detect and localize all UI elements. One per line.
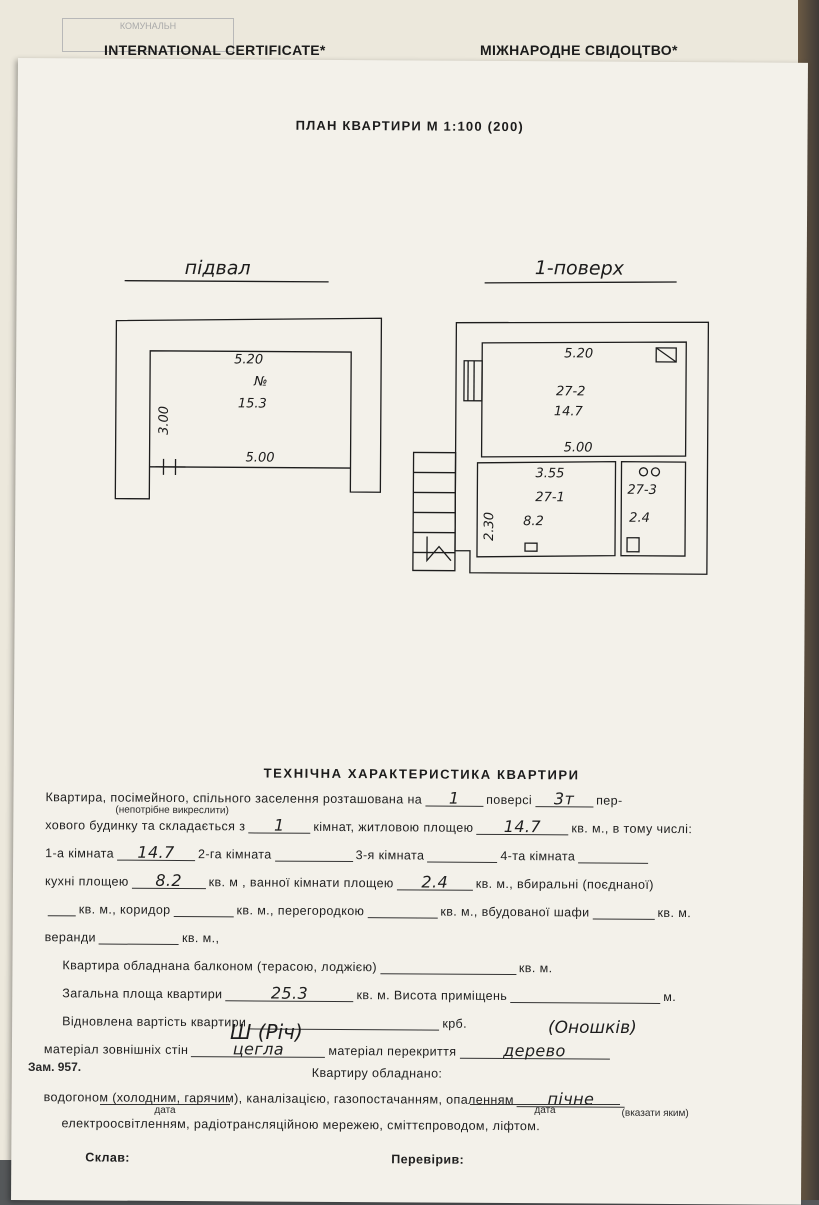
header-mizhnarodne-svidotstvo: МІЖНАРОДНЕ СВІДОЦТВО* (480, 42, 678, 58)
first-floor-label: 1-поверх (535, 257, 624, 280)
room1-area-value: 14.7 (117, 845, 195, 861)
basement-room-area: 15.3 (238, 396, 267, 411)
room1-no: 27-2 (556, 384, 586, 399)
line-4: кухні площею 8.2 кв. м , ванної кімнати площею 2.4 кв. м., вбиральні (поєднаної) (45, 872, 654, 892)
floor-label-underline (485, 281, 677, 284)
floor-dim-side: 2.30 (482, 512, 497, 541)
line-11: Квартиру обладнано: (312, 1066, 443, 1081)
kitchen-dim-top: 3.55 (535, 466, 564, 481)
apartment-plan-sheet (11, 58, 808, 1205)
compiled-label: Склав: (85, 1150, 130, 1164)
basement-dim-bottom: 5.00 (246, 450, 275, 465)
heating-value: пічне (517, 1091, 625, 1108)
kitchen-no: 27-1 (535, 490, 565, 505)
total-area-value: 25.3 (225, 985, 353, 1002)
bath-area: 2.4 (629, 511, 650, 526)
note-strike: (непотрібне викреслити) (115, 805, 229, 817)
basement-label-underline (125, 281, 329, 282)
basement-room-no: № (253, 374, 268, 389)
room1-area: 14.7 (554, 404, 584, 419)
floor-dim-top: 5.20 (564, 346, 593, 361)
rooms-value: 1 (248, 817, 310, 833)
line-6: веранди кв. м., (45, 928, 220, 945)
ceiling-material-value: дерево (459, 1043, 609, 1060)
compiled-signature: Ш (Річ) (230, 1020, 303, 1044)
line-8: Загальна площа квартири 25.3 кв. м. Висота приміщень м. (62, 984, 676, 1004)
living-area-value: 14.7 (476, 819, 568, 836)
line-10: матеріал зовнішніх стін цегла матеріал перекриття дерево (44, 1040, 613, 1059)
bath-area-value: 2.4 (397, 874, 473, 890)
door-frame (464, 361, 482, 401)
floor-value: 1 (425, 791, 483, 807)
line-5: кв. м., коридор кв. м., перегородкою кв. м., вбудованої шафи кв. м. (45, 900, 691, 920)
stamp-text: КОМУНАЛЬН (120, 21, 176, 31)
basement-dim-side: 3.00 (157, 406, 172, 435)
checked-label: Перевірив: (391, 1152, 464, 1166)
order-number: Зам. 957. (28, 1060, 81, 1074)
line-3: 1-а кімната 14.7 2-га кімната 3-я кімната 4-та кімната (45, 844, 651, 864)
line-7: Квартира обладнана балконом (терасою, лоджією) кв. м. (62, 956, 552, 975)
date-label-2: дата (470, 1104, 620, 1116)
note-heating: (вказати яким) (622, 1108, 689, 1119)
kitchen-area-value: 8.2 (132, 873, 206, 889)
checked-signature: (Оношків) (548, 1018, 637, 1038)
header-international-certificate: INTERNATIONAL CERTIFICATE* (104, 42, 326, 58)
plan-title: ПЛАН КВАРТИРИ М 1:100 (200) (296, 118, 524, 134)
date-label-1: дата (100, 1104, 230, 1116)
basement-dim-top: 5.20 (234, 352, 263, 367)
line-9: Відновлена вартість квартири крб. (62, 1012, 467, 1030)
line-2: хового будинку та складається з 1 кімнат, житловою площею 14.7 кв. м., в тому числі: (45, 816, 692, 836)
floor-dim-mid: 5.00 (564, 440, 593, 455)
line-12: водогоном (холодним, гарячим), каналізацією, газопостачанням, опаленням пічне (44, 1088, 628, 1108)
walls-material-value: цегла (191, 1041, 325, 1058)
bath-no: 27-3 (627, 483, 657, 498)
tech-title: ТЕХНІЧНА ХАРАКТЕРИСТИКА КВАРТИРИ (264, 766, 580, 783)
kitchen-area: 8.2 (523, 514, 544, 529)
line-13: електроосвітленням, радіотрансляційною мережею, сміттєпроводом, ліфтом. (61, 1116, 540, 1133)
basement-label: підвал (185, 257, 251, 279)
floor-plans-drawing (15, 58, 808, 623)
line-1: Квартира, посімейного, спільного заселення розташована на 1 поверсі 3т пер- (45, 788, 622, 808)
floors-value: 3т (535, 791, 593, 807)
